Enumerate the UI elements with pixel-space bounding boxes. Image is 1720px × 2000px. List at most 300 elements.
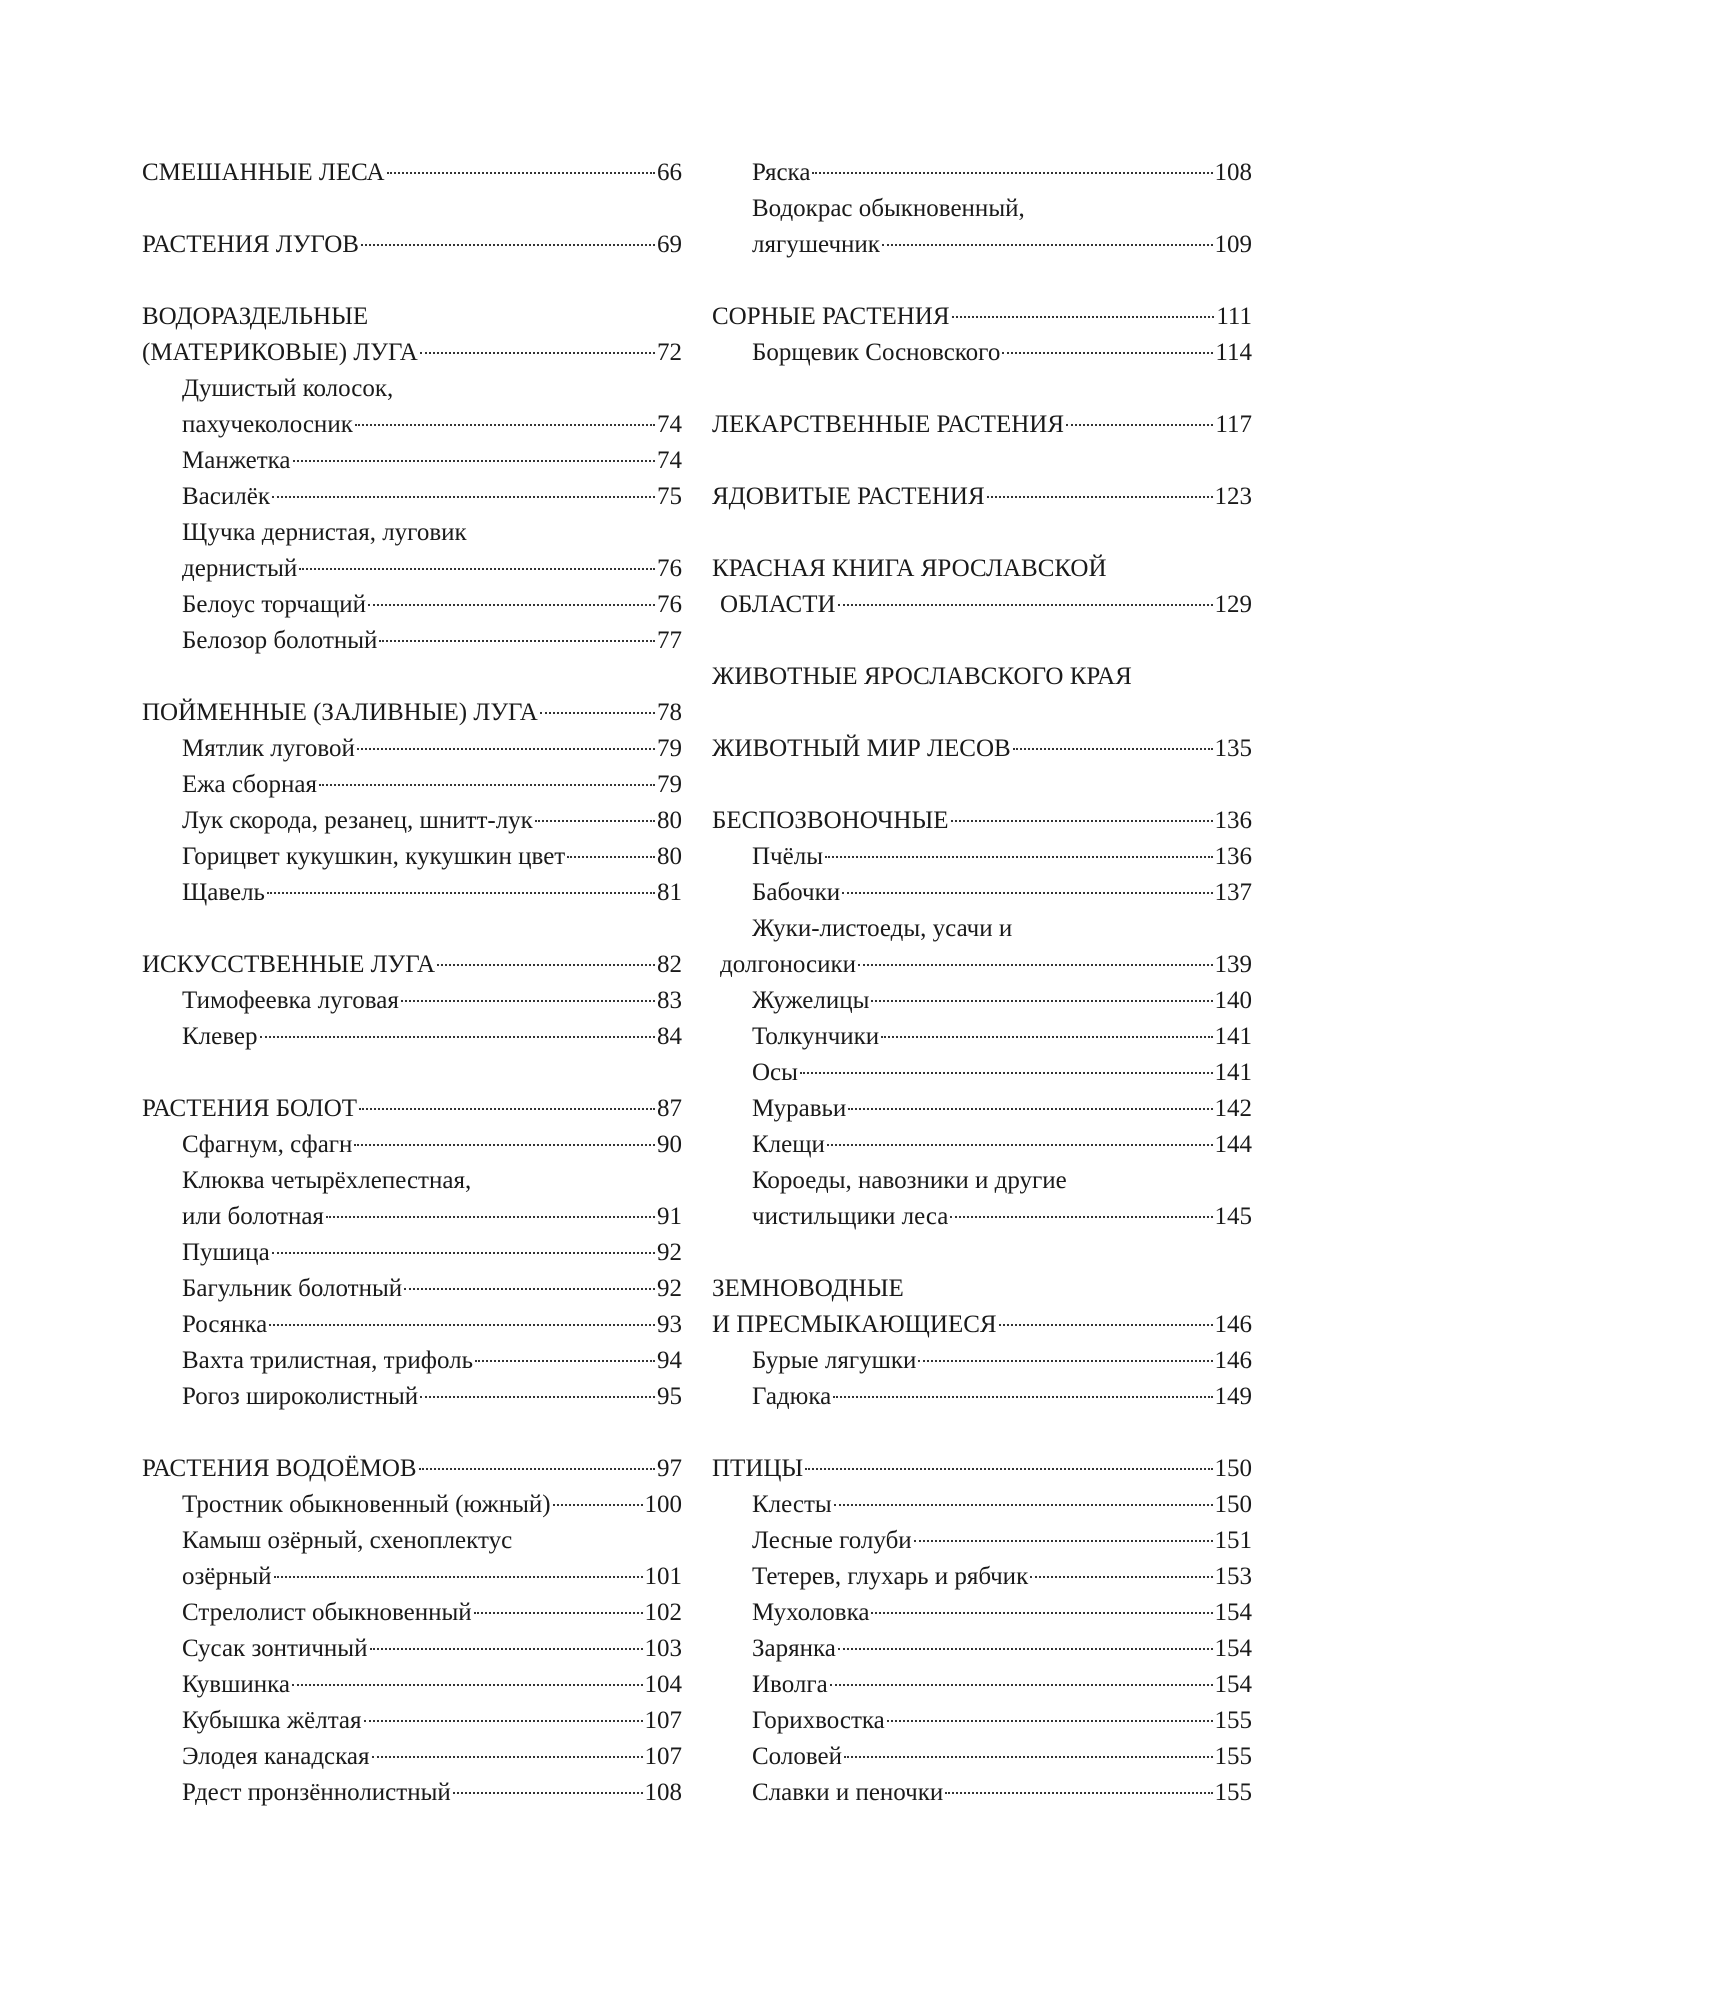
toc-line bbox=[142, 1703, 682, 1739]
toc-line bbox=[712, 191, 1252, 227]
toc-section-entry bbox=[712, 299, 1252, 335]
dot-leader bbox=[260, 1036, 655, 1038]
toc-page-number: 76 bbox=[657, 591, 682, 618]
toc-page-number: 77 bbox=[657, 627, 682, 654]
toc-entry-title: Белозор болотный bbox=[182, 627, 378, 654]
dot-leader bbox=[272, 496, 655, 498]
dot-leader bbox=[361, 244, 655, 246]
dot-leader bbox=[987, 496, 1213, 498]
toc-entry-title: Тетерев, глухарь и рябчик bbox=[752, 1563, 1029, 1590]
toc-entry-title: Стрелолист обыкновенный bbox=[182, 1599, 472, 1626]
toc-subentry bbox=[142, 875, 682, 911]
dot-leader bbox=[830, 1684, 1213, 1686]
toc-page-number: 137 bbox=[1214, 879, 1252, 906]
dot-leader bbox=[838, 1648, 1213, 1650]
toc-entry-title: Щучка дернистая, луговик bbox=[182, 519, 467, 546]
toc-subentry bbox=[142, 1235, 682, 1271]
toc-line bbox=[142, 767, 682, 803]
toc-page-number: 154 bbox=[1214, 1599, 1252, 1626]
toc-line bbox=[712, 947, 1252, 983]
toc-subentry bbox=[142, 1703, 682, 1739]
toc-line bbox=[712, 551, 1252, 587]
dot-leader bbox=[269, 1324, 655, 1326]
toc-entry-title: Кувшинка bbox=[182, 1671, 290, 1698]
dot-leader bbox=[319, 784, 655, 786]
dot-leader bbox=[474, 1612, 643, 1614]
dot-leader bbox=[1013, 748, 1213, 750]
dot-leader bbox=[842, 892, 1212, 894]
toc-line bbox=[712, 875, 1252, 911]
toc-page-number: 79 bbox=[657, 771, 682, 798]
toc-subentry bbox=[142, 1739, 682, 1775]
toc-line bbox=[712, 983, 1252, 1019]
toc-line bbox=[142, 407, 682, 443]
toc-page-number: 144 bbox=[1214, 1131, 1252, 1158]
toc-entry-title: Славки и пеночки bbox=[752, 1779, 944, 1806]
toc-page-number: 114 bbox=[1215, 339, 1252, 366]
dot-leader bbox=[272, 1252, 655, 1254]
dot-leader bbox=[387, 172, 655, 174]
toc-page-number: 146 bbox=[1214, 1347, 1252, 1374]
toc-entry-title: Пчёлы bbox=[752, 843, 823, 870]
toc-page-number: 74 bbox=[657, 447, 682, 474]
toc-subentry bbox=[142, 1487, 682, 1523]
dot-leader bbox=[848, 1108, 1212, 1110]
dot-leader bbox=[881, 1036, 1212, 1038]
toc-entry-title: Тростник обыкновенный (южный) bbox=[182, 1491, 551, 1518]
toc-section-entry bbox=[712, 803, 1252, 839]
toc-line bbox=[142, 1487, 682, 1523]
toc-line bbox=[712, 299, 1252, 335]
toc-entry-title: Росянка bbox=[182, 1311, 268, 1338]
toc-line bbox=[712, 1019, 1252, 1055]
toc-page-number: 108 bbox=[1214, 159, 1252, 186]
toc-page-number: 141 bbox=[1214, 1023, 1252, 1050]
toc-line bbox=[712, 1379, 1252, 1415]
toc-line bbox=[142, 731, 682, 767]
toc-subentry bbox=[712, 1631, 1252, 1667]
toc-subentry bbox=[142, 983, 682, 1019]
toc-line bbox=[142, 1631, 682, 1667]
toc-section-entry bbox=[712, 407, 1252, 443]
toc-subentry bbox=[712, 1055, 1252, 1091]
toc-entry-title: (МАТЕРИКОВЫЕ) ЛУГА bbox=[142, 339, 418, 366]
toc-section-entry bbox=[712, 479, 1252, 515]
dot-leader bbox=[1002, 352, 1213, 354]
toc-line bbox=[712, 659, 1252, 695]
toc-subentry bbox=[712, 335, 1252, 371]
dot-leader bbox=[379, 640, 655, 642]
toc-entry-title: Клевер bbox=[182, 1023, 258, 1050]
toc-subentry bbox=[142, 623, 682, 659]
toc-subentry bbox=[142, 1775, 682, 1811]
dot-leader bbox=[858, 964, 1213, 966]
toc-line bbox=[712, 1091, 1252, 1127]
toc-line bbox=[142, 1559, 682, 1595]
toc-entry-title: Бурые лягушки bbox=[752, 1347, 917, 1374]
toc-subentry bbox=[712, 839, 1252, 875]
toc-entry-title: Жуки-листоеды, усачи и bbox=[752, 915, 1013, 942]
dot-leader bbox=[999, 1324, 1213, 1326]
toc-subentry bbox=[142, 587, 682, 623]
toc-entry-title: ИСКУССТВЕННЫЕ ЛУГА bbox=[142, 951, 436, 978]
toc-entry-title: Камыш озёрный, схеноплектус bbox=[182, 1527, 513, 1554]
toc-subentry bbox=[142, 731, 682, 767]
toc-page-number: 92 bbox=[657, 1239, 682, 1266]
toc-page-number: 146 bbox=[1214, 1311, 1252, 1338]
toc-entry-title: озёрный bbox=[182, 1563, 272, 1590]
toc-line bbox=[712, 1487, 1252, 1523]
toc-subentry bbox=[142, 515, 682, 587]
dot-leader bbox=[267, 892, 655, 894]
toc-subentry bbox=[142, 1379, 682, 1415]
toc-line bbox=[712, 1775, 1252, 1811]
toc-page-number: 84 bbox=[657, 1023, 682, 1050]
toc-subentry bbox=[712, 1379, 1252, 1415]
toc-entry-title: Клесты bbox=[752, 1491, 832, 1518]
toc-line bbox=[142, 947, 682, 983]
toc-entry-title: И ПРЕСМЫКАЮЩИЕСЯ bbox=[712, 1311, 997, 1338]
toc-page-number: 109 bbox=[1214, 231, 1252, 258]
dot-leader bbox=[825, 856, 1213, 858]
toc-entry-title: Ряска bbox=[752, 159, 811, 186]
toc-page-number: 104 bbox=[644, 1671, 682, 1698]
toc-page-number: 76 bbox=[657, 555, 682, 582]
toc-line bbox=[142, 983, 682, 1019]
toc-line bbox=[712, 479, 1252, 515]
dot-leader bbox=[833, 1396, 1212, 1398]
toc-subentry bbox=[142, 1523, 682, 1595]
toc-entry-title: дернистый bbox=[182, 555, 298, 582]
toc-column-right bbox=[712, 155, 1252, 1811]
toc-subentry bbox=[142, 1271, 682, 1307]
toc-page-number: 102 bbox=[644, 1599, 682, 1626]
toc-line bbox=[712, 407, 1252, 443]
toc-subentry bbox=[712, 1739, 1252, 1775]
toc-line bbox=[142, 803, 682, 839]
toc-entry-title: Иволга bbox=[752, 1671, 828, 1698]
toc-entry-title: Гадюка bbox=[752, 1383, 832, 1410]
dot-leader bbox=[805, 1468, 1212, 1470]
dot-leader bbox=[326, 1216, 655, 1218]
toc-page-number: 66 bbox=[657, 159, 682, 186]
toc-line bbox=[142, 875, 682, 911]
toc-entry-title: Толкунчики bbox=[752, 1023, 880, 1050]
toc-page-number: 81 bbox=[657, 879, 682, 906]
toc-subentry bbox=[712, 1091, 1252, 1127]
toc-line bbox=[142, 1127, 682, 1163]
toc-page-number: 95 bbox=[657, 1383, 682, 1410]
toc-section-entry bbox=[142, 947, 682, 983]
toc-line bbox=[142, 299, 682, 335]
toc-line bbox=[142, 695, 682, 731]
toc-line bbox=[142, 1091, 682, 1127]
toc-entry-title: Рдест пронзённолистный bbox=[182, 1779, 451, 1806]
dot-leader bbox=[453, 1792, 643, 1794]
toc-entry-title: ОБЛАСТИ bbox=[720, 591, 836, 618]
toc-subentry bbox=[712, 1775, 1252, 1811]
toc-page-number: 97 bbox=[657, 1455, 682, 1482]
toc-line bbox=[712, 803, 1252, 839]
toc-entry-title: Соловей bbox=[752, 1743, 842, 1770]
toc-line bbox=[142, 1235, 682, 1271]
toc-entry-title: ПТИЦЫ bbox=[712, 1455, 804, 1482]
toc-entry-title: ЖИВОТНЫЙ МИР ЛЕСОВ bbox=[712, 735, 1011, 762]
toc-line bbox=[142, 551, 682, 587]
toc-entry-title: Клюква четырёхлепестная, bbox=[182, 1167, 472, 1194]
toc-page-number: 135 bbox=[1214, 735, 1252, 762]
toc-line bbox=[712, 1739, 1252, 1775]
toc-page-number: 79 bbox=[657, 735, 682, 762]
dot-leader bbox=[882, 244, 1213, 246]
toc-line bbox=[712, 1271, 1252, 1307]
toc-page-number: 117 bbox=[1215, 411, 1252, 438]
toc-section-entry bbox=[712, 551, 1252, 623]
dot-leader bbox=[357, 748, 655, 750]
toc-line bbox=[142, 623, 682, 659]
dot-leader bbox=[800, 1072, 1213, 1074]
toc-page-number: 82 bbox=[657, 951, 682, 978]
toc-entry-title: Горицвет кукушкин, кукушкин цвет bbox=[182, 843, 566, 870]
toc-line bbox=[712, 587, 1252, 623]
toc-entry-title: или болотная bbox=[182, 1203, 324, 1230]
toc-entry-title: Мятлик луговой bbox=[182, 735, 355, 762]
toc-subentry bbox=[142, 1127, 682, 1163]
toc-subentry bbox=[712, 911, 1252, 983]
dot-leader bbox=[567, 856, 655, 858]
toc-entry-title: лягушечник bbox=[752, 231, 880, 258]
toc-line bbox=[712, 1595, 1252, 1631]
toc-subentry bbox=[142, 371, 682, 443]
toc-entry-title: Сфагнум, сфагн bbox=[182, 1131, 353, 1158]
toc-entry-title: РАСТЕНИЯ ВОДОЁМОВ bbox=[142, 1455, 417, 1482]
dot-leader bbox=[540, 712, 655, 714]
toc-line bbox=[712, 1523, 1252, 1559]
toc-entry-title: долгоносики bbox=[720, 951, 856, 978]
toc-subentry bbox=[142, 1343, 682, 1379]
toc-page-number: 75 bbox=[657, 483, 682, 510]
toc-subentry bbox=[712, 1163, 1252, 1235]
dot-leader bbox=[354, 1144, 655, 1146]
toc-line bbox=[712, 1631, 1252, 1667]
toc-entry-title: СМЕШАННЫЕ ЛЕСА bbox=[142, 159, 385, 186]
toc-line bbox=[142, 1163, 682, 1199]
toc-subentry bbox=[142, 1631, 682, 1667]
toc-entry-title: Муравьи bbox=[752, 1095, 847, 1122]
toc-line bbox=[712, 1055, 1252, 1091]
toc-entry-title: Бабочки bbox=[752, 879, 841, 906]
dot-leader bbox=[535, 820, 655, 822]
toc-subentry bbox=[712, 155, 1252, 191]
toc-line bbox=[712, 1343, 1252, 1379]
toc-entry-title: Жужелицы bbox=[752, 987, 870, 1014]
toc-line bbox=[712, 1163, 1252, 1199]
dot-leader bbox=[299, 568, 655, 570]
toc-subentry bbox=[712, 983, 1252, 1019]
toc-subentry bbox=[712, 1487, 1252, 1523]
toc-line bbox=[712, 1703, 1252, 1739]
toc-entry-title: Кубышка жёлтая bbox=[182, 1707, 362, 1734]
toc-entry-title: РАСТЕНИЯ ЛУГОВ bbox=[142, 231, 359, 258]
toc-line bbox=[712, 335, 1252, 371]
toc-section-entry bbox=[712, 1451, 1252, 1487]
toc-page-number: 83 bbox=[657, 987, 682, 1014]
toc-page-number: 153 bbox=[1214, 1563, 1252, 1590]
toc-entry-title: Тимофеевка луговая bbox=[182, 987, 399, 1014]
dot-leader bbox=[372, 1756, 643, 1758]
toc-page-number: 151 bbox=[1214, 1527, 1252, 1554]
toc-entry-title: Клещи bbox=[752, 1131, 825, 1158]
toc-entry-title: Короеды, навозники и другие bbox=[752, 1167, 1067, 1194]
dot-leader bbox=[553, 1504, 643, 1506]
toc-line bbox=[712, 911, 1252, 947]
toc-line bbox=[712, 1667, 1252, 1703]
dot-leader bbox=[950, 1216, 1212, 1218]
toc-line bbox=[142, 335, 682, 371]
toc-subentry bbox=[142, 1595, 682, 1631]
dot-leader bbox=[952, 316, 1215, 318]
dot-leader bbox=[918, 1360, 1212, 1362]
toc-subentry bbox=[712, 875, 1252, 911]
dot-leader bbox=[838, 604, 1213, 606]
toc-subentry bbox=[142, 1667, 682, 1703]
toc-page-number: 91 bbox=[657, 1203, 682, 1230]
toc-entry-title: ВОДОРАЗДЕЛЬНЫЕ bbox=[142, 303, 369, 330]
toc-line bbox=[712, 227, 1252, 263]
toc-entry-title: ЛЕКАРСТВЕННЫЕ РАСТЕНИЯ bbox=[712, 411, 1065, 438]
toc-section-entry bbox=[142, 299, 682, 371]
dot-leader bbox=[1066, 424, 1213, 426]
toc-page-number: 111 bbox=[1216, 303, 1252, 330]
dot-leader bbox=[827, 1144, 1213, 1146]
toc-page-number: 155 bbox=[1214, 1707, 1252, 1734]
toc-line bbox=[142, 479, 682, 515]
toc-entry-title: Щавель bbox=[182, 879, 265, 906]
toc-subentry bbox=[142, 443, 682, 479]
toc-line bbox=[712, 1307, 1252, 1343]
toc-line bbox=[712, 731, 1252, 767]
toc-section-entry bbox=[142, 227, 682, 263]
toc-entry-title: Манжетка bbox=[182, 447, 291, 474]
toc-page-number: 139 bbox=[1214, 951, 1252, 978]
dot-leader bbox=[293, 460, 655, 462]
toc-line bbox=[712, 839, 1252, 875]
toc-entry-title: Мухоловка bbox=[752, 1599, 870, 1626]
toc-entry-title: Пушица bbox=[182, 1239, 270, 1266]
toc-page-number: 108 bbox=[644, 1779, 682, 1806]
toc-page-number: 93 bbox=[657, 1311, 682, 1338]
toc-entry-title: КРАСНАЯ КНИГА ЯРОСЛАВСКОЙ bbox=[712, 555, 1107, 582]
dot-leader bbox=[401, 1000, 655, 1002]
toc-page-number: 78 bbox=[657, 699, 682, 726]
toc-subentry bbox=[712, 1127, 1252, 1163]
dot-leader bbox=[364, 1720, 643, 1722]
toc-entry-title: Водокрас обыкновенный, bbox=[752, 195, 1025, 222]
dot-leader bbox=[871, 1000, 1212, 1002]
toc-page-number: 150 bbox=[1214, 1491, 1252, 1518]
dot-leader bbox=[368, 604, 655, 606]
toc-entry-title: ЖИВОТНЫЕ ЯРОСЛАВСКОГО КРАЯ bbox=[712, 663, 1132, 690]
dot-leader bbox=[887, 1720, 1213, 1722]
toc-line bbox=[142, 1451, 682, 1487]
toc-line bbox=[712, 1199, 1252, 1235]
toc-page-number: 129 bbox=[1214, 591, 1252, 618]
dot-leader bbox=[370, 1648, 643, 1650]
toc-entry-title: Белоус торчащий bbox=[182, 591, 366, 618]
toc-entry-title: чистильщики леса bbox=[752, 1203, 949, 1230]
toc-line bbox=[142, 1775, 682, 1811]
toc-column-left bbox=[142, 155, 682, 1811]
toc-entry-title: РАСТЕНИЯ БОЛОТ bbox=[142, 1095, 358, 1122]
toc-line bbox=[712, 1451, 1252, 1487]
toc-page-number: 101 bbox=[644, 1563, 682, 1590]
toc-entry-title: Горихвостка bbox=[752, 1707, 885, 1734]
toc-entry-title: Элодея канадская bbox=[182, 1743, 370, 1770]
toc-section-entry bbox=[142, 1091, 682, 1127]
toc-page-number: 149 bbox=[1214, 1383, 1252, 1410]
dot-leader bbox=[419, 1468, 655, 1470]
toc-page-number: 74 bbox=[657, 411, 682, 438]
dot-leader bbox=[1030, 1576, 1212, 1578]
toc-section-entry bbox=[712, 731, 1252, 767]
toc-subentry bbox=[142, 479, 682, 515]
toc-page-number: 140 bbox=[1214, 987, 1252, 1014]
toc-page-number: 142 bbox=[1214, 1095, 1252, 1122]
toc-page-number: 107 bbox=[644, 1743, 682, 1770]
toc-line bbox=[142, 515, 682, 551]
toc-line bbox=[142, 587, 682, 623]
toc-subentry bbox=[142, 1307, 682, 1343]
toc-subentry bbox=[712, 191, 1252, 263]
toc-entry-title: СОРНЫЕ РАСТЕНИЯ bbox=[712, 303, 950, 330]
dot-leader bbox=[420, 1396, 655, 1398]
toc-subentry bbox=[712, 1343, 1252, 1379]
toc-line bbox=[142, 1739, 682, 1775]
toc-page-number: 87 bbox=[657, 1095, 682, 1122]
toc-line bbox=[142, 1019, 682, 1055]
toc-entry-title: Лук скорода, резанец, шнитт-лук bbox=[182, 807, 533, 834]
dot-leader bbox=[914, 1540, 1213, 1542]
toc-page-number: 80 bbox=[657, 807, 682, 834]
toc-subentry bbox=[712, 1595, 1252, 1631]
toc-entry-title: Лесные голуби bbox=[752, 1527, 912, 1554]
toc-subentry bbox=[142, 1163, 682, 1235]
toc-line bbox=[142, 1379, 682, 1415]
toc-subentry bbox=[142, 839, 682, 875]
toc-section-entry bbox=[142, 1451, 682, 1487]
toc-page-number: 80 bbox=[657, 843, 682, 870]
toc-subentry bbox=[142, 767, 682, 803]
toc-line bbox=[712, 1559, 1252, 1595]
toc-entry-title: Ежа сборная bbox=[182, 771, 317, 798]
dot-leader bbox=[951, 820, 1213, 822]
toc-line bbox=[142, 227, 682, 263]
toc-page-number: 92 bbox=[657, 1275, 682, 1302]
toc-subentry bbox=[712, 1559, 1252, 1595]
dot-leader bbox=[359, 1108, 655, 1110]
dot-leader bbox=[871, 1612, 1212, 1614]
toc-page-number: 107 bbox=[644, 1707, 682, 1734]
toc-section-entry bbox=[142, 695, 682, 731]
toc-page-number: 103 bbox=[644, 1635, 682, 1662]
toc-page-number: 136 bbox=[1214, 843, 1252, 870]
toc-entry-title: Борщевик Сосновского bbox=[752, 339, 1001, 366]
toc-entry-title: Багульник болотный bbox=[182, 1275, 403, 1302]
toc-section-entry bbox=[712, 1271, 1252, 1343]
toc-subentry bbox=[142, 1019, 682, 1055]
toc-line bbox=[142, 155, 682, 191]
toc-page-number: 94 bbox=[657, 1347, 682, 1374]
